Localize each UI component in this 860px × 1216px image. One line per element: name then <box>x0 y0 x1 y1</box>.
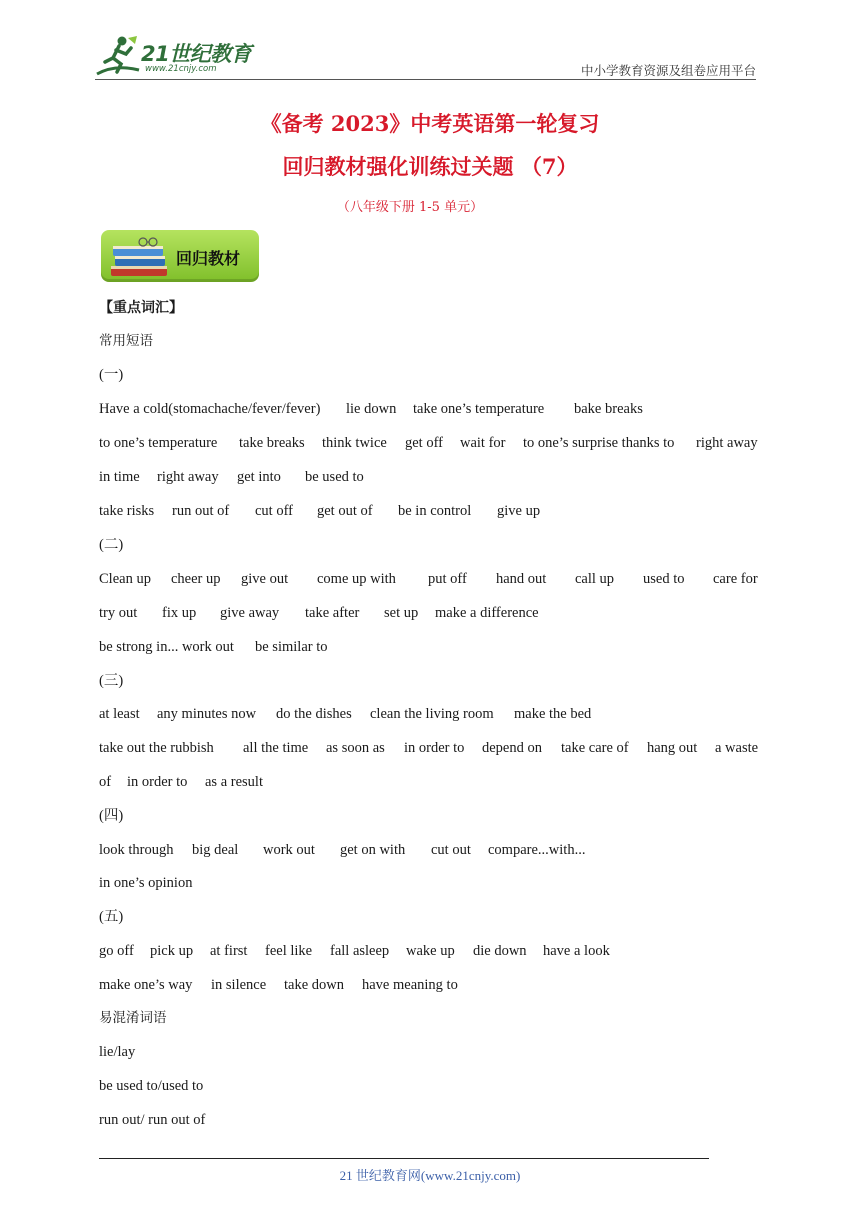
phrase: run out of <box>172 503 230 519</box>
phrase: set up <box>384 605 419 621</box>
section-heading: 【重点词汇】 <box>99 300 183 316</box>
phrase: as soon as <box>326 740 385 756</box>
phrase: big deal <box>192 842 239 858</box>
phrase: take down <box>284 977 344 993</box>
phrase: in time <box>99 469 140 485</box>
phrase: bake breaks <box>574 401 643 417</box>
phrase: take out the rubbish <box>99 740 214 756</box>
phrase: put off <box>428 571 467 587</box>
phrase: get into <box>237 469 281 485</box>
phrase: Have a cold(stomachache/fever/fever) <box>99 401 321 417</box>
subsection-confusables: 易混淆词语 <box>99 1010 167 1026</box>
phrase: depend on <box>482 740 542 756</box>
phrase: get on with <box>340 842 406 858</box>
phrase: go off <box>99 943 134 959</box>
confusable-item: be used to/used to <box>99 1078 204 1094</box>
phrase: cheer up <box>171 571 221 587</box>
group-label: (一) <box>99 367 124 383</box>
phrase: pick up <box>150 943 194 959</box>
phrase: clean the living room <box>370 706 494 722</box>
phrase: at least <box>99 706 140 722</box>
confusable-item: lie/lay <box>99 1044 136 1060</box>
phrase: any minutes now <box>157 706 257 722</box>
phrase: work out <box>263 842 315 858</box>
phrase: be used to <box>305 469 364 485</box>
phrase: right away <box>157 469 219 485</box>
logo-url: www.21cnjy.com <box>145 64 217 74</box>
runner-logo-icon <box>95 34 141 78</box>
phrase: in order to <box>127 774 188 790</box>
phrase: try out <box>99 605 138 621</box>
phrase: at first <box>210 943 248 959</box>
phrase: take after <box>305 605 360 621</box>
phrase: lie down <box>346 401 397 417</box>
phrase: be similar to <box>255 639 328 655</box>
phrase: compare...with... <box>488 842 586 858</box>
document-scope: （八年级下册 1-5 单元） <box>336 200 484 215</box>
phrase: used to <box>643 571 685 587</box>
phrase: wake up <box>406 943 455 959</box>
group-label: (四) <box>99 808 124 824</box>
logo-text: 21世纪教育 <box>141 42 252 66</box>
phrase: make the bed <box>514 706 592 722</box>
phrase: call up <box>575 571 615 587</box>
phrase: wait for <box>460 435 506 451</box>
footer-link[interactable]: 21 世纪教育网(www.21cnjy.com) <box>339 1168 521 1183</box>
phrase: care for <box>713 571 758 587</box>
phrase: cut off <box>255 503 293 519</box>
phrase: make one’s way <box>99 977 193 993</box>
header-divider <box>95 79 756 80</box>
group-label: (二) <box>99 537 124 553</box>
phrase: as a result <box>205 774 263 790</box>
phrase: Clean up <box>99 571 151 587</box>
phrase: take breaks <box>239 435 305 451</box>
site-logo[interactable] <box>95 34 265 78</box>
phrase: take risks <box>99 503 155 519</box>
phrase: come up with <box>317 571 396 587</box>
phrase: get off <box>405 435 443 451</box>
phrase: right away <box>696 435 758 451</box>
phrase: in order to <box>404 740 465 756</box>
phrase: give up <box>497 503 541 519</box>
phrase: in one’s opinion <box>99 875 193 891</box>
phrase: cut out <box>431 842 471 858</box>
group-label: (三) <box>99 673 124 689</box>
document-title: 《备考 2023》中考英语第一轮复习 <box>260 111 600 136</box>
phrase: fall asleep <box>330 943 390 959</box>
platform-name: 中小学教育资源及组卷应用平台 <box>580 63 756 78</box>
phrase: get out of <box>317 503 373 519</box>
phrase: take care of <box>561 740 629 756</box>
phrase: take one’s temperature <box>413 401 545 417</box>
confusable-item: run out/ run out of <box>99 1112 206 1128</box>
phrase: all the time <box>243 740 309 756</box>
subsection-common-phrases: 常用短语 <box>99 333 153 349</box>
group-label: (五) <box>99 909 124 925</box>
phrase: have a look <box>543 943 610 959</box>
phrase: hand out <box>496 571 547 587</box>
stacked-books-icon <box>107 234 173 280</box>
section-badge <box>101 230 259 282</box>
phrase: be strong in... work out <box>99 639 234 655</box>
footer-divider <box>99 1158 709 1159</box>
phrase: give away <box>220 605 280 621</box>
phrase: to one’s surprise thanks to <box>523 435 675 451</box>
phrase: of <box>99 774 112 790</box>
phrase: do the dishes <box>276 706 352 722</box>
document-subtitle-main: 回归教材强化训练过关题 （7） <box>282 154 578 179</box>
phrase: a waste <box>715 740 759 756</box>
phrase: make a difference <box>435 605 539 621</box>
phrase: give out <box>241 571 289 587</box>
badge-label: 回归教材 <box>176 249 241 268</box>
phrase: have meaning to <box>362 977 458 993</box>
phrase: fix up <box>162 605 197 621</box>
phrase: in silence <box>211 977 267 993</box>
phrase: be in control <box>398 503 472 519</box>
phrase: think twice <box>322 435 387 451</box>
phrase: feel like <box>265 943 313 959</box>
phrase: look through <box>99 842 174 858</box>
phrase: hang out <box>647 740 698 756</box>
phrase: to one’s temperature <box>99 435 218 451</box>
phrase: die down <box>473 943 527 959</box>
